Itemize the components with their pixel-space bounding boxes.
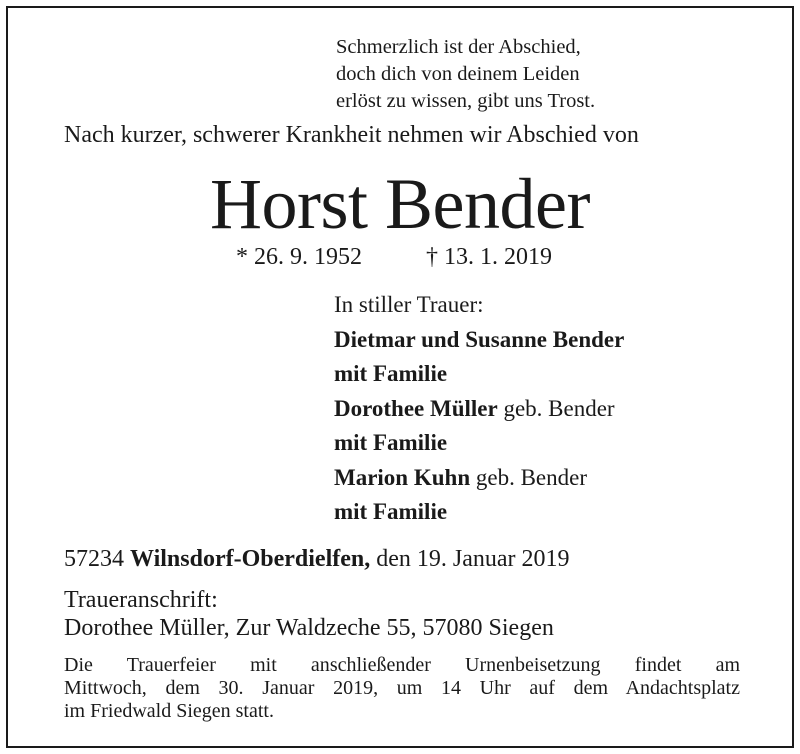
verse-line: doch dich von deinem Leiden [336,63,580,85]
deceased-name: Horst Bender [210,164,590,244]
mourner-note: geb. Bender [475,464,588,490]
place-zip: 57234 [64,546,124,572]
verse-line: Schmerzlich ist der Abschied, [336,36,581,58]
life-dates [236,242,552,272]
address-label: Traueranschrift: [64,587,218,613]
mourners-list [334,288,624,530]
birth-date: * 26. 9. 1952 [236,244,362,270]
verse [336,34,595,115]
mourner-family: mit Familie [334,430,448,455]
mourning-address [64,586,554,642]
verse-line: erlöst zu wissen, gibt uns Trost. [336,90,596,112]
mourner-family: mit Familie [334,361,448,386]
ceremony-line: Die Trauerfeier mit anschließender Urnenbeisetzung findet am [64,654,740,676]
mourner-entry [334,323,624,358]
place-city: Wilnsdorf-Oberdielfen, [130,546,371,572]
place-and-date [64,544,570,574]
mourner-entry [334,392,624,427]
place-date: den 19. Januar 2019 [376,546,570,572]
ceremony-line: Mittwoch, dem 30. Januar 2019, um 14 Uhr auf dem Andachtsplatz [64,677,740,699]
mourner-entry [334,461,624,496]
mourner-note: geb. Bender [503,395,615,421]
mourner-name: Marion Kuhn [334,464,471,490]
obituary-notice [6,6,794,748]
ceremony-note [64,654,740,723]
mourner-name: Dietmar und Susanne Bender [334,326,625,352]
death-date: † 13. 1. 2019 [426,244,552,270]
address-value: Dorothee Müller, Zur Waldzeche 55, 57080 Siegen [64,615,554,641]
mourner-family: mit Familie [334,499,448,524]
ceremony-line: im Friedwald Siegen statt. [64,700,274,722]
intro-text: Nach kurzer, schwerer Krankheit nehmen wir Abschied von [64,122,639,148]
mourners-heading: In stiller Trauer: [334,292,484,317]
mourner-name: Dorothee Müller [334,395,498,421]
